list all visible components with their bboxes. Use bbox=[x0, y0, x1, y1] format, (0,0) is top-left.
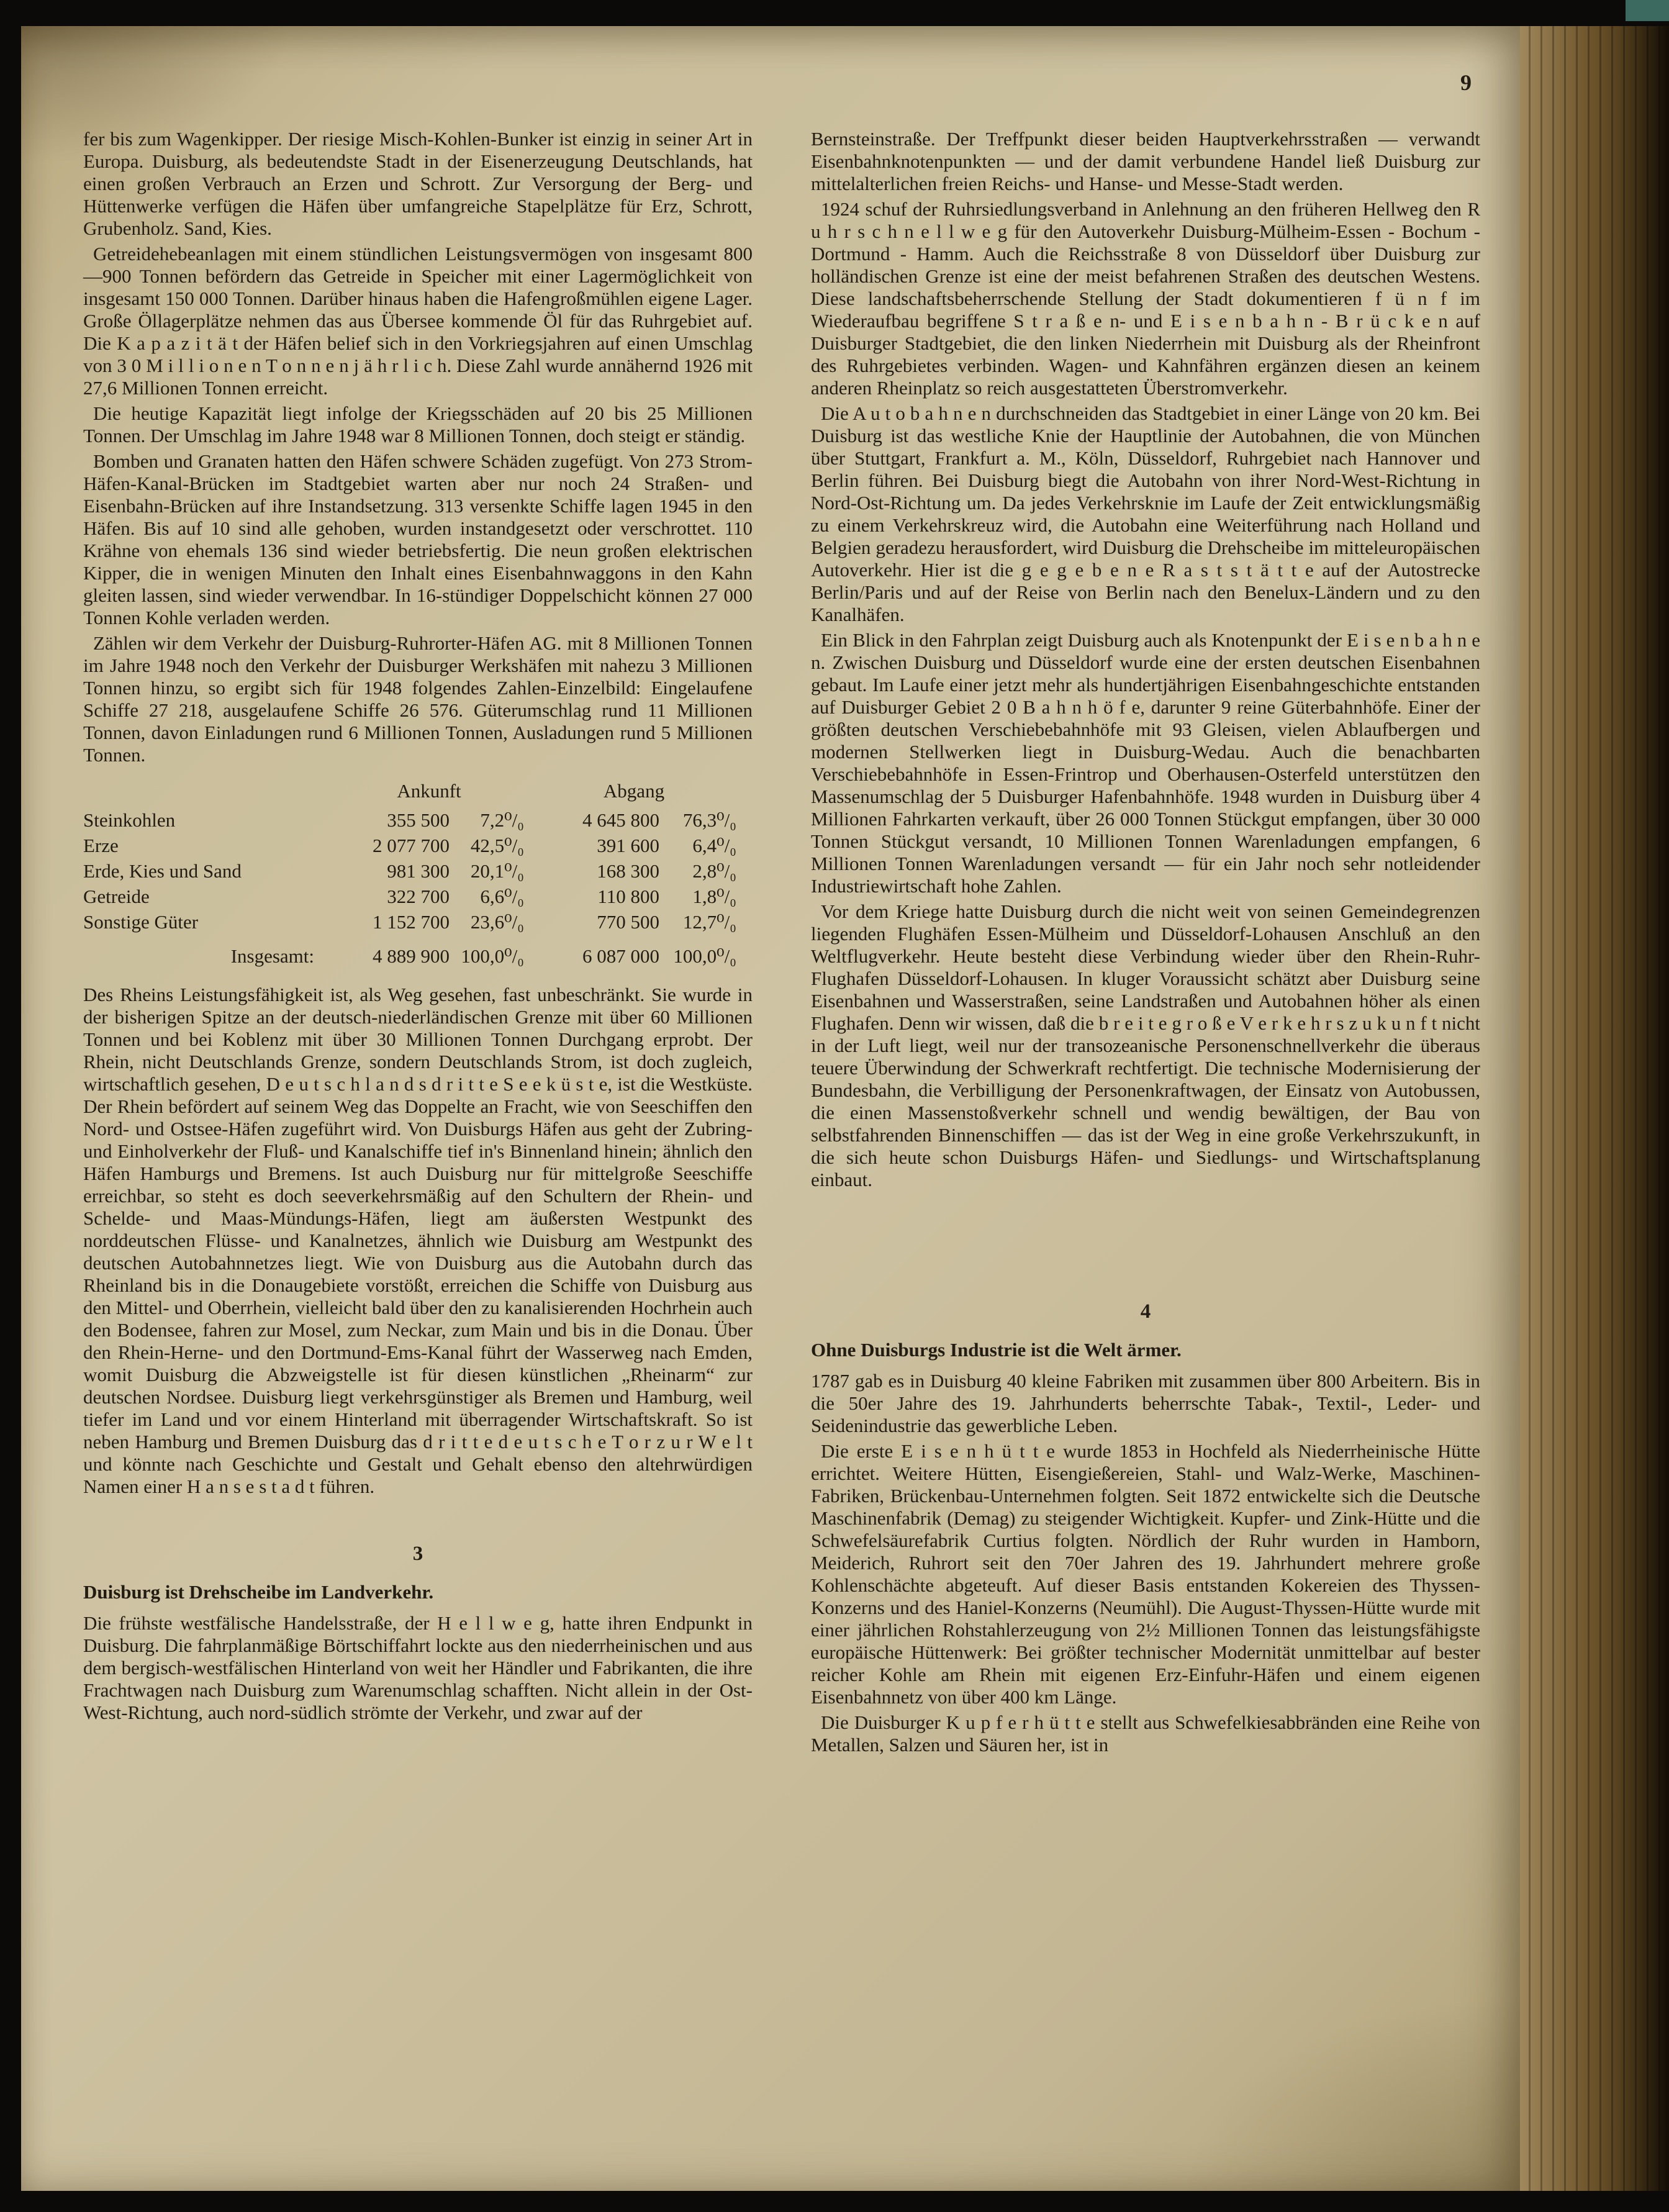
paragraph: Die erste E i s e n h ü t t e wurde 1853 in Hochfeld als Niederrheinische Hütte errichtet. Weitere Hütten, Eisengießereien, Stahl- und Walz-Werke, Maschinen-Fabriken, Brückenbau-Unternehmen folgten. Seit 1872 entwickelte sich die Deutsche Maschinenfabrik (Demag) zu steigender Wichtigkeit. Kupfer- und Zink-Hütte und die Schwefelsäurefabrik Curtius folgten. Nördlich der Ruhr wurden in Hamborn, Meiderich, Ruhrort seit den 70er Jahren des 19. Jahrhundert mehrere große Kohlenschächte abgeteuft. Auf dieser Basis entstanden Kokereien des Thyssen-Konzerns und des Haniel-Konzerns (Neumühl). Die August-Thyssen-Hütte wurde mit einer jährlichen Rohstahlerzeugung von 2½ Millionen Tonnen das leistungsfähigste europäische Hüttenwerk: Bei größter technischer Modernität unmittelbar auf bester reicher Kohle am Rhein mit eigenen Erz-Einfuhr-Häfen und einem eigenen Eisenbahnnetz von über 400 km Länge. bbox=[811, 1440, 1480, 1708]
row-label: Erde, Kies und Sand bbox=[83, 860, 242, 882]
arrival-tons: 1 152 700 bbox=[373, 911, 450, 933]
row-label: Steinkohlen bbox=[83, 809, 176, 831]
departure-percent: 76,3⁰/₀ bbox=[682, 809, 736, 831]
total-row-label: Insgesamt: bbox=[230, 945, 314, 967]
departure-percent: 1,8⁰/₀ bbox=[692, 886, 736, 907]
total-arrival-tons: 4 889 900 bbox=[373, 945, 450, 967]
section-number: 4 bbox=[1140, 1300, 1151, 1323]
text-columns bbox=[83, 128, 1480, 1756]
section-number: 3 bbox=[412, 1543, 423, 1565]
departure-tons: 110 800 bbox=[597, 886, 659, 907]
paragraph: Die heutige Kapazität liegt infolge der Kriegsschäden auf 20 bis 25 Millionen Tonnen. Der Umschlag im Jahre 1948 war 8 Millionen Tonnen, doch steigt er ständig. bbox=[83, 402, 753, 446]
paragraph: Ein Blick in den Fahrplan zeigt Duisburg auch als Knotenpunkt der E i s e n b a h n e n. Zwischen Duisburg und Düsseldorf wurde eine der ersten deutschen Eisenbahnen gebaut. Im Laufe einer jetzt mehr als hundertjährigen Eisenbahngeschichte entstanden auf Duisburger Gebiet 2 0 B a h n h ö f e, darunter 9 reine Güterbahnhöfe. Einer der größten deutschen Verschiebebahnhöfe mit 93 Gleisen, vielen Ablaufbergen und modernen Stellwerken liegt in Duisburg-Wedau. Auch die benachbarten Verschiebebahnhöfe in Essen-Frintrop und Oberhausen-Osterfeld unterstützen den Massenumschlag der 5 Duisburger Hafenbahnhöfe. 1948 wurden in Duisburg über 4 Millionen Fahrkarten verkauft, über 26 000 Tonnen Stückgut empfangen, über 30 000 Tonnen Stückgut versandt, 10 Millionen Tonnen Warenladungen empfangen, 6 Millionen Tonnen Warenladungen versandt — für ein Jahr noch sehr notleidender Industriewirtschaft hohe Zahlen. bbox=[811, 629, 1480, 897]
paragraph: Bomben und Granaten hatten den Häfen schwere Schäden zugefügt. Von 273 Strom-Häfen-Kanal-Brücken im Stadtgebiet warten aber nur noch 24 Straßen- und Eisenbahn-Brücken auf ihre Instandsetzung. 313 versenkte Schiffe lagen 1945 in den Häfen. Bis auf 10 sind alle gehoben, wurden instandgesetzt oder verschrottet. 110 Krähne von ehemals 136 sind wieder betriebsfertig. Die neun großen elektrischen Kipper, die in wenigen Minuten den Inhalt eines Eisenbahnwaggons in den Kahn gleiten lassen, sind wieder verwendbar. In 16-stündiger Doppelschicht können 27 000 Tonnen Kohle verladen werden. bbox=[83, 450, 753, 628]
table-corner bbox=[83, 780, 330, 806]
book-page bbox=[21, 26, 1520, 2191]
paragraph: 1787 gab es in Duisburg 40 kleine Fabriken mit zusammen über 800 Arbeitern. Bis in die 50er Jahre des 19. Jahrhunderts beherrschte Tabak-, Textil-, Leder- und Seidenindustrie das gewerbliche Leben. bbox=[811, 1370, 1480, 1436]
scan-top-border bbox=[0, 0, 1669, 26]
column-header-departure: Abgang bbox=[603, 780, 665, 802]
paragraph: Getreidehebeanlagen mit einem stündlichen Leistungsvermögen von insgesamt 800—900 Tonnen befördern das Getreide in Speicher mit einer Lagermöglichkeit von insgesamt 150 000 Tonnen. Darüber hinaus haben die Hafengroßmühlen eigene Lager. Große Öllagerplätze nehmen das aus Übersee kommende Öl für das Ruhrgebiet auf. Die K a p a z i t ä t der Häfen belief sich in den Vorkriegsjahren auf einen Umschlag von 3 0 M i l l i o n e n T o n n e n j ä h r l i c h. Diese Zahl wurde annähernd 1926 mit 27,6 Millionen Tonnen erreicht. bbox=[83, 243, 753, 399]
departure-tons: 770 500 bbox=[597, 911, 659, 933]
departure-tons: 391 600 bbox=[597, 835, 659, 856]
row-label: Getreide bbox=[83, 886, 150, 907]
arrival-percent: 42,5⁰/₀ bbox=[470, 835, 524, 856]
section-heading: Duisburg ist Drehscheibe im Landverkehr. bbox=[83, 1581, 434, 1603]
section-heading: Ohne Duisburgs Industrie ist die Welt ärmer. bbox=[811, 1339, 1182, 1361]
row-label: Erze bbox=[83, 835, 119, 856]
total-arrival-percent: 100,0⁰/₀ bbox=[461, 945, 524, 967]
left-column bbox=[83, 128, 753, 1756]
arrival-tons: 322 700 bbox=[387, 886, 450, 907]
scan-bottom-border bbox=[0, 2191, 1669, 2212]
cargo-statistics-table bbox=[83, 780, 753, 968]
page-number: 9 bbox=[1460, 70, 1472, 95]
arrival-percent: 7,2⁰/₀ bbox=[480, 809, 524, 831]
total-departure-percent: 100,0⁰/₀ bbox=[673, 945, 736, 967]
arrival-tons: 2 077 700 bbox=[373, 835, 450, 856]
paragraph: Vor dem Kriege hatte Duisburg durch die nicht weit von seinen Gemeindegrenzen liegenden Flughäfen Essen-Mülheim und Düsseldorf-Lohausen Anschluß an den Weltflugverkehr. Heute besteht diese Verbindung wieder über den Rhein-Ruhr-Flughafen Düsseldorf-Lohausen. In kluger Voraussicht schätzt aber Duisburg seine Eisenbahnen und Wasserstraßen, seine Landstraßen und Autobahnen höher als einen Flughafen. Denn wir wissen, daß die b r e i t e g r o ß e V e r k e h r s z u k u n f t nicht in der Luft liegt, weil nur der transozeanische Personenschnellverkehr die überaus teuere Überwindung der Schwerkraft rechtfertigt. Die technische Modernisierung der Bundesbahn, die Verbilligung der Personenkraftwagen, der Einsatz von Autobussen, die einen Massenstoßverkehr schnell und wendig bewältigen, der Bau von selbstfahrenden Binnenschiffen — das ist der Weg in eine große Verkehrszukunft, in die sich heute schon Duisburgs Häfen- und Siedlungs- und Wirtschaftsplanung einbaut. bbox=[811, 900, 1480, 1190]
departure-percent: 12,7⁰/₀ bbox=[682, 911, 736, 933]
scan-corner-artifact bbox=[1626, 0, 1669, 21]
departure-percent: 6,4⁰/₀ bbox=[692, 835, 736, 856]
section-3 bbox=[83, 1543, 753, 1724]
paragraph: 1924 schuf der Ruhrsiedlungsverband in Anlehnung an den früheren Hellweg den R u h r s c h n e l l w e g für den Autoverkehr Duisburg-Mülheim-Essen - Bochum - Dortmund - Hamm. Auch die Reichsstraße 8 von Düsseldorf über Duisburg zur holländischen Grenze ist eine der meist befahrenen Straßen des deutschen Westens. Diese landschaftsbeherrschende Stellung der Stadt dokumentieren f ü n f im Wiederaufbau begriffene S t r a ß e n- und E i s e n b a h n - B r ü c k e n auf Duisburger Stadtgebiet, die den linken Niederrhein mit Duisburg als der Rheinfront des Ruhrgebietes verbinden. Wagen- und Kahnfähren ergänzen diesen an keinem anderen Rheinplatz so reich ausgestatteten Überstromverkehr. bbox=[811, 198, 1480, 399]
section-4 bbox=[811, 1300, 1480, 1756]
departure-percent: 2,8⁰/₀ bbox=[692, 860, 736, 882]
total-departure-tons: 6 087 000 bbox=[582, 945, 659, 967]
book-page-edges bbox=[1519, 0, 1669, 2212]
paragraph: Die A u t o b a h n e n durchschneiden das Stadtgebiet in einer Länge von 20 km. Bei Duisburg ist das westliche Knie der Hauptlinie der Autobahnen, die von München über Stuttgart, Frankfurt a. M., Köln, Düsseldorf, Ruhrgebiet nach Hannover und Berlin führen. Bei Duisburg biegt die Autobahn von ihrer Nord-West-Richtung in Nord-Ost-Richtung um. Da jedes Verkehrsknie im Laufe der Zeit entwicklungsmäßig zu einem Verkehrskreuz wird, die Autobahn eine Weiterführung nach Holland und Belgien geradezu herausfordert, wird Duisburg die Drehscheibe im mitteleuropäischen Autoverkehr. Hier ist die g e g e b e n e R a s t s t ä t t e auf der Autostrecke Berlin/Paris und auf der Reise von Berlin nach den Benelux-Ländern und zu den Kanalhäfen. bbox=[811, 402, 1480, 625]
paragraph: fer bis zum Wagenkipper. Der riesige Misch-Kohlen-Bunker ist einzig in seiner Art in Europa. Duisburg, als bedeutendste Stadt in der Eisenerzeugung Deutschlands, hat einen großen Verbrauch an Erzen und Schrott. Zur Versorgung der Berg- und Hüttenwerke verfügen die Häfen über umfangreiche Stapelplätze für Erz, Schrott, Grubenholz. Sand, Kies. bbox=[83, 128, 753, 239]
arrival-tons: 355 500 bbox=[387, 809, 450, 831]
paragraph: Des Rheins Leistungsfähigkeit ist, als Weg gesehen, fast unbeschränkt. Sie wurde in der bisherigen Spitze an der deutsch-niederländischen Grenze mit über 60 Millionen Tonnen und bei Koblenz mit über 30 Millionen Tonnen Durchgang erprobt. Der Rhein, nicht Deutschlands Grenze, sondern Deutschlands Strom, ist doch zugleich, wirtschaftlich gesehen, D e u t s c h l a n d s d r i t t e S e e k ü s t e, ist die Westküste. Der Rhein befördert auf seinem Weg das Doppelte an Fracht, wie von Seeschiffen den Nord- und Ostsee-Häfen zugeführt wird. Von Duisburgs Häfen aus geht der Zubring- und Einholverkehr der Fluß- und Kanalschiffe tief in's Binnenland hinein; ähnlich den Häfen Hamburgs und Bremens. Ist auch Duisburg nur für mittelgroße Seeschiffe erreichbar, so steht es doch seeverkehrsmäßig auf den Schultern der Rhein- und Schelde- und Maas-Mündungs-Häfen, liegt am äußersten Westpunkt des norddeutschen Flüsse- und Kanalnetzes, ähnlich wie Duisburg am Westpunkt des deutschen Autobahnnetzes liegt. Wie von Duisburg aus die Autobahn durch das Rheinland bis in die Donaugebiete vorstößt, erreichen die Schiffe von Duisburg aus den Mittel- und Oberrhein, vielleicht bald über den zu kanalisierenden Hochrhein auch den Bodensee, fahren zur Mosel, zum Neckar, zum Main und bis in die Donau. Über den Rhein-Herne- und den Dortmund-Ems-Kanal führt der Wasserweg nach Emden, womit Duisburg die Abzweigstelle ist für diesen künstlichen „Rheinarm“ zur deutschen Nordsee. Duisburg liegt verkehrsgünstiger als Bremen und Hamburg, weil tiefer im Land und vor einem Hinterland mit überragender Wirtschaftskraft. So ist neben Hamburg und Bremen Duisburg das d r i t t e d e u t s c h e T o r z u r W e l t und könnte nach Geschichte und Gestalt und Gehalt ebenso den altehrwürdigen Namen einer H a n s e s t a d t führen. bbox=[83, 984, 753, 1497]
arrival-percent: 6,6⁰/₀ bbox=[480, 886, 524, 907]
paragraph: Die frühste westfälische Handelsstraße, der H e l l w e g, hatte ihren Endpunkt in Duisburg. Die fahrplanmäßige Börtschiffahrt lockte aus den niederrheinischen und aus dem bergisch-westfälischen Hinterland von weit her Händler und Fabrikanten, die ihre Frachtwagen nach Duisburg zum Warenumschlag schafften. Nicht allein in der Ost-West-Richtung, auch nord-südlich strömte der Verkehr, und zwar auf der bbox=[83, 1612, 753, 1723]
page-content bbox=[83, 70, 1480, 1756]
column-header-arrival: Ankunft bbox=[397, 780, 461, 802]
right-column bbox=[811, 128, 1480, 1756]
arrival-percent: 20,1⁰/₀ bbox=[470, 860, 524, 882]
arrival-percent: 23,6⁰/₀ bbox=[470, 911, 524, 933]
paragraph: Bernsteinstraße. Der Treffpunkt dieser beiden Hauptverkehrsstraßen — verwandt Eisenbahnknotenpunkten — und der damit verbundene Handel ließ Duisburg zur mittelalterlichen freien Reichs- und Hanse- und Messe-Stadt werden. bbox=[811, 128, 1480, 194]
departure-tons: 4 645 800 bbox=[582, 809, 659, 831]
row-label: Sonstige Güter bbox=[83, 911, 199, 933]
paragraph: Zählen wir dem Verkehr der Duisburg-Ruhrorter-Häfen AG. mit 8 Millionen Tonnen im Jahre 1948 noch den Verkehr der Duisburger Werkshäfen mit nahezu 3 Millionen Tonnen hinzu, so ergibt sich für 1948 folgendes Zahlen-Einzelbild: Eingelaufene Schiffe 27 218, ausgelaufene Schiffe 26 576. Güterumschlag rund 11 Millionen Tonnen, davon Einladungen rund 6 Millionen Tonnen, Ausladungen rund 5 Millionen Tonnen. bbox=[83, 632, 753, 766]
departure-tons: 168 300 bbox=[597, 860, 659, 882]
arrival-tons: 981 300 bbox=[387, 860, 450, 882]
paragraph: Die Duisburger K u p f e r h ü t t e stellt aus Schwefelkiesabbränden eine Reihe von Metallen, Salzen und Säuren her, ist in bbox=[811, 1711, 1480, 1756]
